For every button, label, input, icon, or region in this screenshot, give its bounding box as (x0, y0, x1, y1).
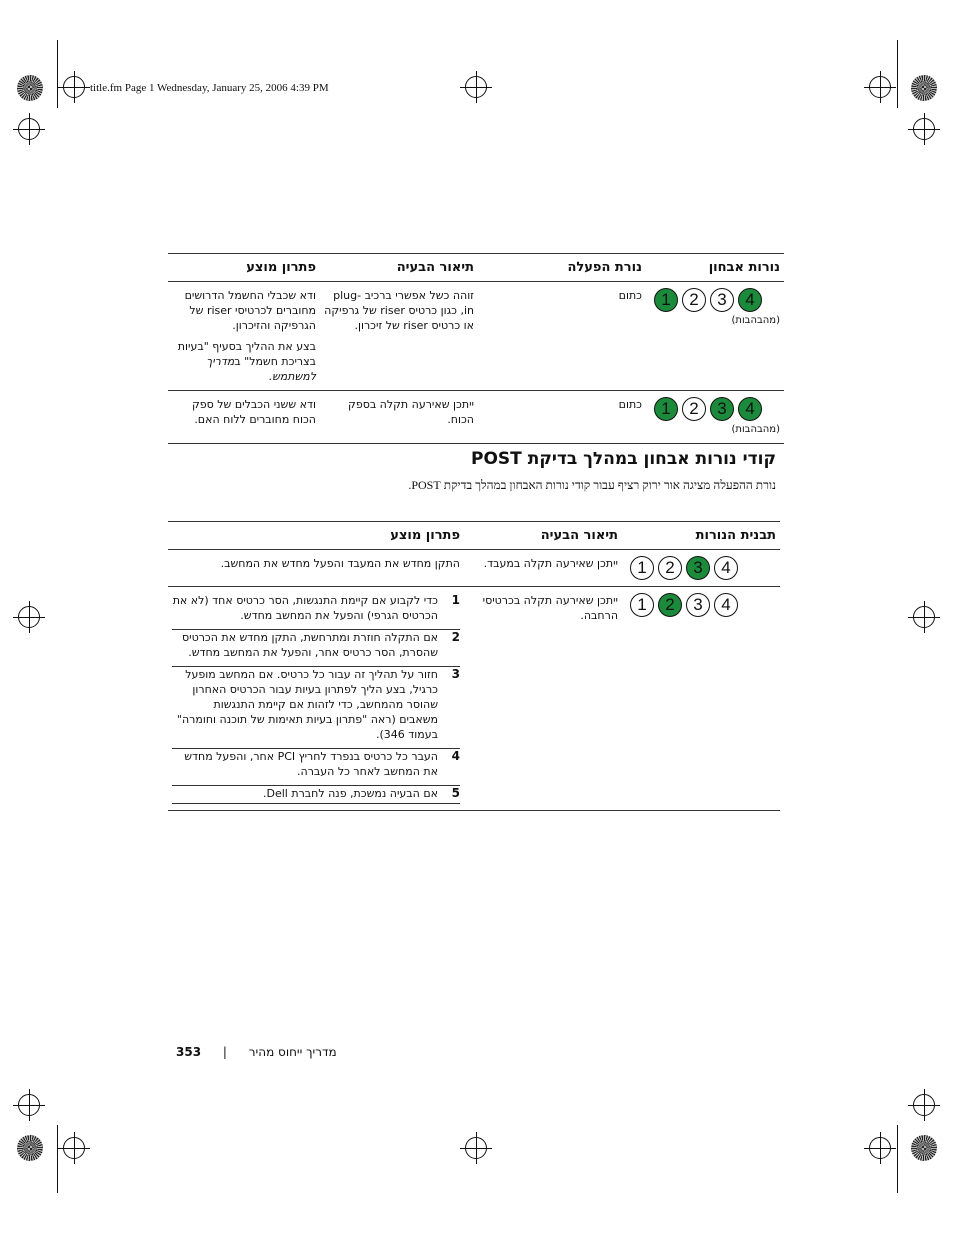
col-header-light-pattern: תבנית הנורות (695, 528, 776, 543)
file-info-header: title.fm Page 1 Wednesday, January 25, 2006 4:39 PM (90, 82, 329, 94)
problem-cell: ייתכן שאירעה תקלה במעבד. (483, 557, 618, 570)
crop-mark (57, 40, 58, 108)
solution-steps (172, 593, 460, 804)
diagnostic-light-4: 4 (738, 397, 762, 421)
diagnostic-light-3: 3 (710, 397, 734, 421)
registration-crosshair (869, 76, 891, 98)
table-header-row (168, 522, 780, 550)
post-codes-table (168, 521, 780, 811)
diagnostic-light-1: 1 (654, 288, 678, 312)
table-row (168, 391, 784, 444)
registration-crosshair (18, 1094, 40, 1116)
col-header-solution: פתרון מוצע (246, 260, 316, 275)
diagnostic-light-1: 1 (654, 397, 678, 421)
user-guide-reference: מדריך למשתמש (206, 355, 316, 383)
table-row (168, 550, 780, 587)
table-header-row (168, 254, 784, 282)
section-intro: נורת ההפעלה מציגה אור ירוק רציף עבור קודי נורות האבחון במהלך בדיקת POST. (408, 478, 776, 492)
diagnostic-light-4: 4 (714, 593, 738, 617)
step-number: 3 (451, 667, 460, 681)
diagnostic-light-1: 1 (630, 593, 654, 617)
corner-registration-star (911, 75, 937, 101)
power-light-cell: כתום (618, 289, 642, 302)
solution-text-part: . (268, 370, 272, 383)
step-text: חזור על תהליך זה עבור כל כרטיס. אם המחשב מופעל כרגיל, בצע הליך לפתרון בעיות עבור הכרטיס האחרון שהוסר מהמחשב, כדי לזהות אם קיימת התנגשות משאבים (ראה "פתרון בעיות תאימות של תוכנה וחומרה" בעמוד 346). (176, 668, 438, 741)
diagnostic-light-1: 1 (630, 556, 654, 580)
blinking-note: (מהבהבות) (731, 424, 780, 435)
diagnostic-light-4: 4 (738, 288, 762, 312)
diagnostic-light-3: 3 (710, 288, 734, 312)
problem-cell: ייתכן שאירעה תקלה בספק הכוח. (348, 398, 474, 426)
registration-crosshair (913, 1094, 935, 1116)
step-text: אם הבעיה נמשכת, פנה לחברת Dell. (263, 787, 438, 800)
diagnostic-light-2: 2 (682, 397, 706, 421)
crop-mark (57, 1125, 58, 1193)
crop-mark (897, 1125, 898, 1193)
diagnostic-light-3: 3 (686, 556, 710, 580)
step-text: כדי לקבוע אם קיימת התנגשות, הסר כרטיס אחד (לא את הכרטיס הגרפי) והפעל את המחשב מחדש. (172, 594, 438, 622)
registration-crosshair (465, 76, 487, 98)
diagnostic-light-2: 2 (658, 556, 682, 580)
footer-title: מדריך ייחוס מהיר (248, 1045, 337, 1059)
diagnostic-light-4: 4 (714, 556, 738, 580)
diagnostic-light-3: 3 (686, 593, 710, 617)
diagnostic-light-2: 2 (682, 288, 706, 312)
step-number: 4 (451, 749, 460, 763)
solution-cell (168, 282, 320, 391)
blinking-note: (מהבהבות) (731, 315, 780, 326)
solution-cell: ודא ששני הכבלים של ספק הכוח מחוברים ללוח האם. (191, 398, 316, 426)
registration-crosshair (913, 606, 935, 628)
corner-registration-star (911, 1135, 937, 1161)
col-header-power-light: נורת הפעלה (567, 260, 642, 275)
step-text: העבר כל כרטיס בנפרד לחריץ PCI אחר, והפעל מחדש את המחשב לאחר כל העברה. (184, 750, 438, 778)
power-light-cell: כתום (618, 398, 642, 411)
solution-cell: התקן מחדש את המעבד והפעל מחדש את המחשב. (220, 557, 460, 570)
col-header-solution: פתרון מוצע (390, 528, 460, 543)
diagnostic-light-2: 2 (658, 593, 682, 617)
corner-registration-star (17, 1135, 43, 1161)
step-number: 5 (451, 786, 460, 800)
footer (176, 1045, 337, 1059)
col-header-diagnostic-lights: נורות אבחון (708, 260, 780, 275)
col-header-problem: תיאור הבעיה (540, 528, 618, 543)
table-row (168, 587, 780, 811)
registration-crosshair (63, 1137, 85, 1159)
problem-cell: זוהה כשל אפשרי ברכיב plug-in, כגון כרטיס riser של גרפיקה או כרטיס riser של זיכרון. (324, 289, 474, 332)
page-number: 353 (176, 1045, 202, 1059)
led-row (650, 288, 780, 312)
led-row (650, 397, 780, 421)
crop-mark (897, 40, 898, 108)
list-item (172, 593, 460, 630)
registration-crosshair (913, 118, 935, 140)
registration-crosshair (18, 606, 40, 628)
list-item (172, 749, 460, 786)
solution-text (172, 339, 316, 384)
problem-cell: ייתכן שאירעה תקלה בכרטיסי הרחבה. (482, 594, 618, 622)
col-header-problem: תיאור הבעיה (396, 260, 474, 275)
diagnostic-lights-table (168, 253, 784, 444)
list-item (172, 630, 460, 667)
list-item (172, 786, 460, 804)
step-number: 1 (451, 593, 460, 607)
led-pattern-cell (622, 550, 780, 587)
led-row (626, 593, 776, 617)
registration-crosshair (18, 118, 40, 140)
table-row (168, 282, 784, 391)
solution-cell (168, 587, 464, 811)
section-title: קודי נורות אבחון במהלך בדיקת POST (471, 449, 776, 469)
led-row (626, 556, 776, 580)
footer-separator: | (222, 1045, 227, 1059)
registration-crosshair (465, 1137, 487, 1159)
solution-text: ודא שכבלי החשמל הדרושים מחוברים לכרטיסי riser של הגרפיקה והזיכרון. (184, 289, 316, 332)
step-number: 2 (451, 630, 460, 644)
registration-crosshair (869, 1137, 891, 1159)
led-pattern-cell (622, 587, 780, 811)
registration-crosshair (63, 76, 85, 98)
led-pattern-cell (646, 282, 784, 391)
led-pattern-cell (646, 391, 784, 444)
list-item (172, 667, 460, 749)
solution-text-part: בצע את ההליך בסעיף "בעיות בצריכת חשמל" ב (177, 340, 316, 368)
step-text: אם התקלה חוזרת ומתרחשת, התקן מחדש את הכרטיס שהסרת, הסר כרטיס אחר, והפעל את המחשב מחדש. (181, 631, 438, 659)
corner-registration-star (17, 75, 43, 101)
